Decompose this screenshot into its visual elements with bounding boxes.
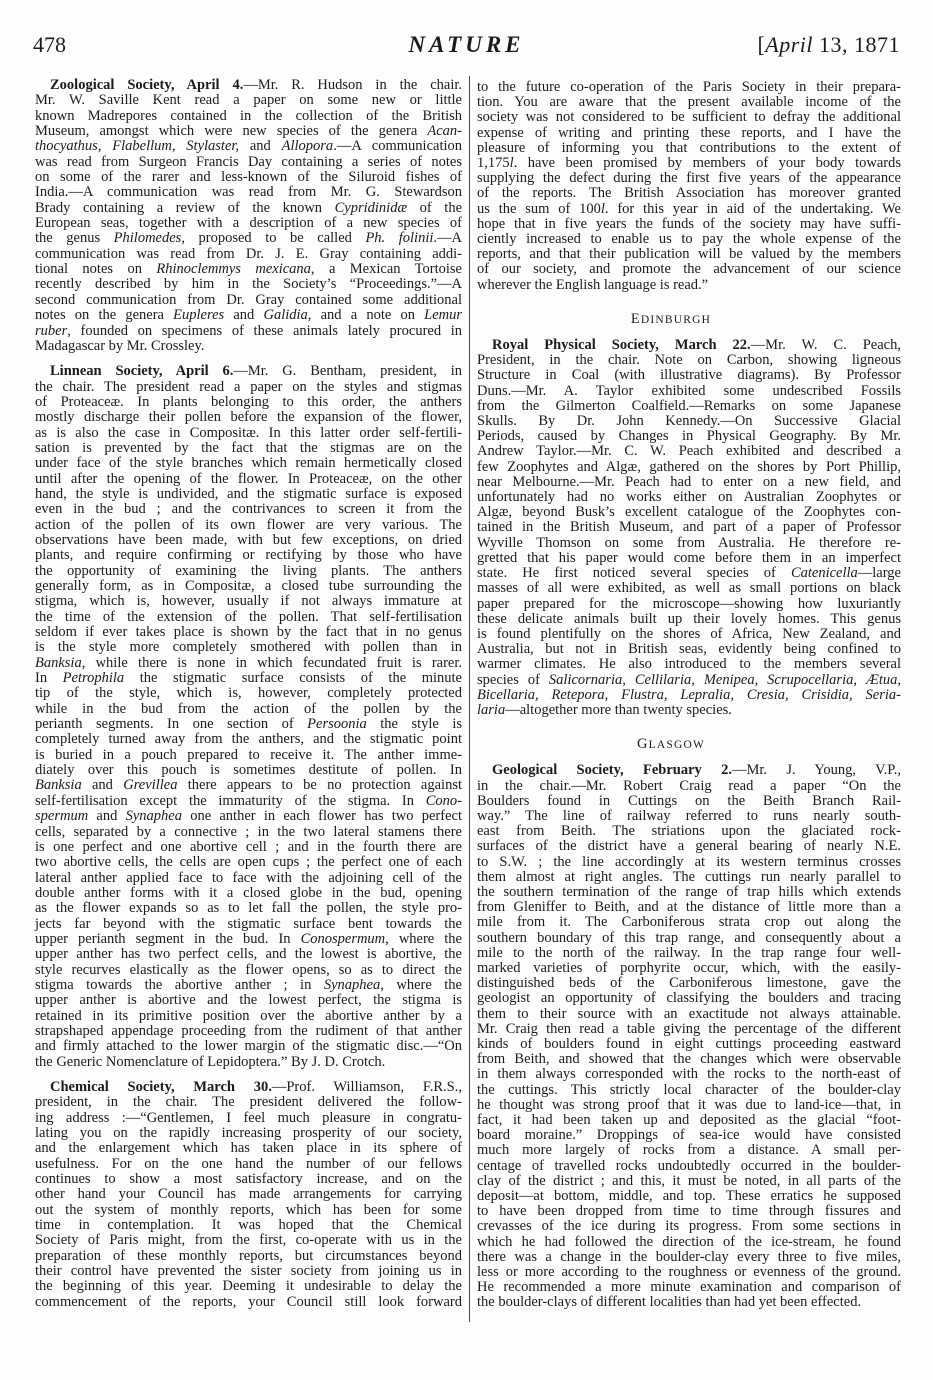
text-line: unfortunately had no works either on Australian Zoophytes or <box>477 489 901 506</box>
text-line <box>477 688 901 703</box>
text-line: to have been dropped from time to time through fissures and <box>477 1203 901 1220</box>
text-line: from Beith, and showed that the changes which were observable <box>477 1051 901 1068</box>
text-run: of the <box>407 199 463 216</box>
italic-run: Synaphea <box>125 808 182 825</box>
text-line <box>35 78 462 93</box>
text-line: there was a change in the boulder-clay every three to five miles, <box>477 1248 901 1265</box>
society-name: Zoological Society, April 4. <box>50 77 244 93</box>
text-line: Mr. W. Saville Kent read a paper on some new or little <box>35 92 462 109</box>
text-line: upper anther is abortive and the lowest perfect, the stigma is <box>35 992 462 1009</box>
text-line: until after the opening of the flower. In Proteaceæ, on the other <box>35 470 462 487</box>
italic-run: Lemur <box>424 307 463 324</box>
date-bracket: [ <box>757 32 766 57</box>
text-line <box>477 703 901 718</box>
text-line: on some of the rarer and less-known of the Siluroid fishes of <box>35 169 462 186</box>
text-line <box>477 566 901 581</box>
text-line: seldom if ever takes place is shown by the fact that in no genus <box>35 624 462 641</box>
text-line: even in the bud ; and the contrivances to screen it from the <box>35 501 462 518</box>
text-run: the genus <box>35 230 114 247</box>
text-line <box>35 717 462 732</box>
text-line: mile to the north of the railway. In the trap range four well- <box>477 944 901 961</box>
text-line: which he had followed the direction of the ice-stream, he found <box>477 1233 901 1250</box>
text-line: President, in the chair. Note on Carbon, showing ligneous <box>477 352 901 369</box>
text-line: continues to show a most satisfactory increase, and on the <box>35 1171 462 1188</box>
text-line: communication was read from Dr. J. E. Gray containing addi- <box>35 245 462 262</box>
text-line <box>477 338 901 353</box>
text-line: Society of Paris might, from the first, co-operate with us in the <box>35 1232 462 1249</box>
text-line: supplying the defect during the first five years of the appearance <box>477 170 901 187</box>
italic-run: laria <box>477 701 506 718</box>
page-number: 478 <box>33 32 66 57</box>
text-line: few Zoophytes and Algæ, gathered on the shores by Port Phillip, <box>477 458 901 475</box>
text-line: out the system of monthly reports, which has been for some <box>35 1201 462 1218</box>
text-line: crevasses of the ice during its progress. From some sections in <box>477 1218 901 1235</box>
text-run: —Mr. R. Hudson in the chair. <box>243 77 462 93</box>
text-line: the southern termination of the range of trap hills which extends <box>477 883 901 900</box>
italic-run: Acan- <box>427 123 462 140</box>
text-line: Duns.—Mr. A. Taylor exhibited some undescribed Fossils <box>477 382 901 399</box>
text-line: the time of the extension of the pollen. That self-fertilisation <box>35 608 462 625</box>
text-line: sation is prevented by the fact that the stigmas are on the <box>35 439 462 456</box>
text-line: stigma, which is, however, usually if not always immature at <box>35 593 462 610</box>
text-run: .—A <box>433 230 462 247</box>
text-line: India.—A communication was read from Mr. G. Stewardson <box>35 184 462 201</box>
text-run: perianth segments. In one section of <box>35 716 308 733</box>
italic-run: Rhinoclemmys mexicana <box>156 261 311 278</box>
text-line: Algæ, beyond Busk’s excellent catalogue of the Zoophytes con- <box>477 504 901 521</box>
text-line: generally form, as in Compositæ, a closed tube surrounding the <box>35 578 462 594</box>
italic-run: Petrophila <box>62 670 125 687</box>
text-line: tained in the British Museum, and part of a paper of Professor <box>477 519 901 536</box>
text-line: them almost at right angles. The cuttings run nearly parallel to <box>477 868 901 885</box>
text-line: diately over this pouch is sometimes destitute of pollen. In <box>35 762 462 779</box>
text-line: ciently increased to enable us to pay the whole expense of the <box>477 231 901 248</box>
text-line: in the chair.—Mr. Robert Craig read a paper “On the <box>477 777 901 794</box>
text-run: —Mr. W. C. Peach, <box>750 337 901 354</box>
text-line: style recurves elastically as the flower opens, so as to direct the <box>35 961 462 978</box>
text-line <box>35 778 462 793</box>
text-line: to the future co-operation of the Paris Society in their prepara- <box>477 79 901 95</box>
text-line: president, in the chair. The president delivered the follow- <box>35 1094 462 1111</box>
text-line: observations have been made, with but few exceptions, on dried <box>35 531 462 548</box>
text-line: is the style more completely smothered with pollen than in <box>35 639 462 656</box>
text-run: , where the <box>380 976 462 993</box>
text-line: two abortive cells, the cells are open cups ; the perfect one of each <box>35 854 462 871</box>
text-line: deposit—at bottom, middle, and top. These erratics he supposed <box>477 1188 901 1205</box>
text-line: from Gleniffer to Beith, and at the distance of little more than a <box>477 899 901 916</box>
text-line <box>35 364 462 379</box>
text-line: the opportunity of examining the living plants. The anthers <box>35 562 462 579</box>
text-line: southern boundary of this trap range, and consequently about a <box>477 929 901 946</box>
text-line: masses of all were exhibited, as well as small portions on black <box>477 580 901 597</box>
text-line <box>477 673 901 688</box>
text-line: is found plentifully on the shores of Africa, New Zealand, and <box>477 625 901 642</box>
italic-run: Eupleres <box>173 307 225 324</box>
text-run: —Prof. Williamson, F.R.S., <box>271 1079 462 1095</box>
journal-title: NATURE <box>408 32 525 57</box>
date-month: April <box>765 32 813 57</box>
text-line: recently described by him in the Society’s “Proceedings.”—A <box>35 276 462 293</box>
text-line: Wyville Thomson on some from Australia. He therefore re- <box>477 534 901 551</box>
text-line: expense of writing and printing these reports, and I have the <box>477 124 901 141</box>
text-run: Museum, amongst which were new species of the genera <box>35 123 428 140</box>
italic-run: Philomedes <box>113 230 182 247</box>
italic-run: Bicellaria, Retepora, Flustra, Lepralia, Cresia, Crisidia, Seria- <box>477 686 901 703</box>
text-run: . have been promised by members of your body towards <box>513 155 901 172</box>
italic-run: ruber <box>35 322 68 339</box>
text-line: surfaces of the district have a general bearing of nearly N.E. <box>477 838 901 855</box>
text-line: near Melbourne.—Mr. Peach had to enter on a new field, and <box>477 473 901 490</box>
society-name: Linnean Society, April 6. <box>50 363 234 380</box>
text-line: of our society, and promote the advancement of our science <box>477 261 901 278</box>
text-line: tip of the style, which is, however, completely protected <box>35 685 462 702</box>
text-line: Boulders found in Cuttings on the Beith Branch Rail- <box>477 792 901 809</box>
text-line: jects far beyond with the stigmatic surface bent towards the <box>35 915 462 932</box>
text-line: them to their source with an exactitude not always attainable. <box>477 1005 901 1022</box>
text-line <box>35 932 462 947</box>
text-run: there appears to be no protection against <box>177 777 462 794</box>
text-run: —altogether more than twenty species. <box>505 701 732 718</box>
text-line: of the reports. The British Association has moreover granted <box>477 185 901 202</box>
text-line: distinguished beds of the Carboniferous limestone, gave the <box>477 975 901 992</box>
text-run: , and a note on <box>307 307 425 324</box>
text-line: kinds of boulders found in eight cuttings proceeding eastward <box>477 1035 901 1052</box>
text-run: stigma towards the abortive anther ; in <box>35 976 324 993</box>
text-run: , where the <box>385 930 462 947</box>
italic-run: Cono- <box>425 792 462 809</box>
text-line: much more largely of rocks from a distance. A small per- <box>477 1142 901 1159</box>
text-line: as is also the case in Compositæ. In this latter order self-fertili- <box>35 424 462 441</box>
text-line: usefulness. For on the one hand the number of our fellows <box>35 1155 462 1172</box>
text-line <box>35 324 462 339</box>
text-line: centage of travelled rocks undoubtedly occurred in the boulder- <box>477 1157 901 1174</box>
text-line: gretted that his paper would come before them in an imperfect <box>477 549 901 566</box>
text-line: reports, and that their publication will be valued by the members <box>477 246 901 263</box>
text-line: paper prepared for the microscope—showing how luxuriantly <box>477 595 901 612</box>
text-line <box>35 308 462 323</box>
text-line: geologist an opportunity of classifying the boulders and tracing <box>477 990 901 1007</box>
text-line <box>35 201 462 216</box>
text-run: .—A communication <box>333 138 462 155</box>
column-divider <box>469 76 470 1322</box>
text-line: under face of the style branches which remain hermetically closed <box>35 455 462 472</box>
italic-run: l <box>600 200 605 217</box>
text-line: marked varieties of porphyrite occur, which, with the easily- <box>477 959 901 976</box>
text-line <box>477 156 901 171</box>
text-line: warmer climates. He also introduced to the members several <box>477 656 901 673</box>
text-line: ing address :—“Gentlemen, I feel much pleasure in congratu- <box>35 1109 462 1126</box>
text-line: lating you on the rapidly increasing prosperity of our society, <box>35 1125 462 1142</box>
text-line: double anther forms with it a closed globe in the bud, opening <box>35 884 462 901</box>
text-run: one anther in each flower has two perfect <box>181 808 462 825</box>
text-run: , proposed to be called <box>181 230 366 247</box>
text-line: way.” The line of railway referred to runs nearly south- <box>477 807 901 824</box>
text-line: their control have prevented the sister society from joining us in <box>35 1263 462 1280</box>
text-line: European seas, together with a description of a new species of <box>35 215 462 232</box>
text-run: state. He first noticed several species of <box>477 565 791 582</box>
text-run: —Mr. J. Young, V.P., <box>731 762 901 779</box>
italic-run: Salicornaria, Cellilaria, Menipea, Scrupocellaria, Ætua, <box>548 671 902 688</box>
text-line: action of the pollen of its own flower are very various. The <box>35 516 462 533</box>
text-run: upper perianth segment in the bud. In <box>35 930 301 947</box>
italic-run: Synaphea <box>323 976 381 993</box>
text-run: and <box>224 307 264 324</box>
text-line <box>35 231 462 246</box>
text-line: the boulder-clays of different localities than had yet been effected. <box>477 1294 862 1311</box>
text-line: was read from Surgeon Francis Day containing a series of notes <box>35 153 462 170</box>
text-line: is buried in a pouch prepared to receive it. The anther imme- <box>35 746 462 763</box>
section-heading: EDINBURGH <box>630 310 712 327</box>
text-line <box>35 671 462 686</box>
text-line: upper anther has two perfect cells, and the lowest is abortive, the <box>35 946 462 963</box>
text-line: Structure in Coal (with illustrative diagrams). By Professor <box>477 367 901 384</box>
report-paragraph <box>477 80 901 293</box>
text-run: —Mr. G. Bentham, president, in <box>233 363 462 380</box>
text-run: , a Mexican Tortoise <box>310 261 462 278</box>
text-run: tional notes on <box>35 261 157 278</box>
text-run: notes on the genera <box>35 307 174 324</box>
issue-date <box>757 28 900 62</box>
text-line: less or more according to the roughness or evenness of the ground. <box>477 1264 901 1281</box>
report-paragraph <box>477 338 901 718</box>
text-line: tion. You are aware that the present available income of the <box>477 94 901 111</box>
italic-run: Persoonia <box>307 716 367 733</box>
text-line: strapshaped appendage proceeding from the rudiment of that anther <box>35 1022 462 1039</box>
report-paragraph <box>35 1080 462 1310</box>
text-line: known Madrepores contained in the collection of the British <box>35 107 462 124</box>
text-line: the chair. The president read a paper on the styles and stigmas <box>35 378 462 395</box>
text-line: the Generic Nomenclature of Lepidoptera.” By J. D. Crotch. <box>35 1053 386 1070</box>
text-run: Brady containing a review of the known <box>35 199 335 216</box>
italic-run: Galidia <box>263 307 308 324</box>
date-day-year: 13, 1871 <box>813 32 900 57</box>
text-run: and <box>239 138 282 155</box>
text-run: self-fertilisation except the immaturity of the stigma. In <box>35 792 426 809</box>
text-line <box>35 794 462 809</box>
italic-run: spermum <box>35 808 89 825</box>
text-run: In <box>35 670 63 687</box>
text-run: and <box>81 777 124 794</box>
italic-run: Allopora <box>281 138 334 155</box>
text-line <box>35 1080 462 1095</box>
italic-run: Grevillea <box>123 777 178 794</box>
text-line: completely turned away from the anthers, and the stigmatic point <box>35 731 462 748</box>
society-name: Chemical Society, March 30. <box>50 1079 272 1095</box>
text-line <box>35 124 462 139</box>
text-line: as the flower expands so as to let fall the pollen, the style pro- <box>35 900 462 917</box>
text-line: is one perfect and one abortive cell ; and in the fourth there are <box>35 838 462 855</box>
text-line: Australia, but not in British seas, evidently being confined to <box>477 641 901 658</box>
text-line <box>477 763 901 778</box>
text-line: Andrew Taylor.—Mr. C. W. Peach exhibited and described a <box>477 443 901 460</box>
text-line: Periods, caused by Changes in Physical Geography. By Mr. <box>477 428 901 445</box>
text-line: mile from it. The Carboniferous strata crop out along the <box>477 914 901 931</box>
text-line: the beginning of this year. Deeming it undesirable to delay the <box>35 1278 462 1295</box>
text-line: to S.W. ; the line accordingly at its western terminus crosses <box>477 853 901 870</box>
text-line: the cuttings. This strictly local character of the boulder-clay <box>477 1081 901 1098</box>
text-run: the style is <box>366 716 463 733</box>
section-heading: GLASGOW <box>636 736 706 753</box>
italic-run: Cypridinidæ <box>334 199 408 216</box>
society-name: Geological Society, February 2. <box>492 762 732 779</box>
italic-run: thocyathus, Flabellum, Stylaster, <box>35 138 240 155</box>
text-line: in them always corresponded with the rocks to the north-east of <box>477 1066 901 1083</box>
text-line: lateral anther applied face to face with the adjoining cell of the <box>35 869 462 886</box>
text-run: . for this year in aid of the undertaking. We <box>604 200 901 217</box>
text-line: Madagascar by Mr. Crossley. <box>35 337 205 354</box>
text-line: fact, it had been taken up and deposited as the glacial “foot- <box>477 1112 901 1128</box>
text-line: second communication from Dr. Gray contained some additional <box>35 291 462 308</box>
italic-run: Banksia <box>35 777 82 794</box>
italic-run: Banksia <box>35 654 82 671</box>
text-line: clay of the district ; and this, it must be noted, in all parts of the <box>477 1172 901 1189</box>
text-line <box>35 139 462 154</box>
text-line <box>35 262 462 277</box>
right-column <box>477 80 901 1321</box>
text-line: and the enlargement which has taken place in its sphere of <box>35 1140 462 1157</box>
text-line: mostly discharge their pollen before the expansion of the flower, <box>35 409 462 426</box>
text-line: he thought was strong proof that it was due to land-ice—that, in <box>477 1096 901 1113</box>
italic-run: Ph. folinii <box>365 230 434 247</box>
text-line: from the Gilmerton Coalfield.—Remarks on some Japanese <box>477 397 901 414</box>
text-run: the stigmatic surface consists of the minute <box>124 670 462 687</box>
text-line: of Proteaceæ. In plants belonging to this order, the anthers <box>35 393 462 410</box>
text-line: hand, the style is undivided, and the stigmatic surface is exposed <box>35 485 462 502</box>
italic-run: l <box>509 155 514 172</box>
italic-run: Catenicella <box>790 565 858 582</box>
text-run: 1,175 <box>477 155 510 172</box>
text-line: wherever the English language is read.” <box>477 276 709 293</box>
text-line: these delicate animals built up their lovely homes. This genus <box>477 610 901 627</box>
text-line: pleasure of informing you that contributions to the extent of <box>477 139 901 156</box>
text-line: while in the bud from the action of the pollen by the <box>35 700 462 717</box>
text-line: preparation of these monthly reports, but circumstances beyond <box>35 1247 462 1264</box>
text-line <box>477 202 901 217</box>
left-column <box>35 78 462 1320</box>
italic-run: Conospermum <box>300 930 386 947</box>
text-line <box>35 809 462 824</box>
text-run: —large <box>857 565 901 582</box>
text-line: hope that in five years the funds of the society may have suffi- <box>477 215 901 232</box>
text-line <box>35 656 462 671</box>
text-line: time in contemplation. It was hoped that the Chemical <box>35 1217 462 1234</box>
text-line: commencement of the reports, your Council still look forward <box>35 1293 462 1310</box>
text-line: Mr. Craig then read a table giving the percentage of the different <box>477 1020 901 1037</box>
report-paragraph <box>477 763 901 1310</box>
text-run: species of <box>477 671 549 688</box>
text-line: society was not considered to be sufficient to defray the additional <box>477 109 901 126</box>
text-line: and firmly attached to the lower margin of the stigmatic disc.—“On <box>35 1038 462 1055</box>
text-line: east from Beith. The striations upon the glaciated rock- <box>477 823 901 840</box>
text-line: plants, and require confirming or rectifying by those who have <box>35 547 462 564</box>
text-line <box>35 978 462 993</box>
text-line: Skulls. By Dr. John Kennedy.—On Successive Glacial <box>477 413 901 430</box>
report-paragraph <box>35 78 462 354</box>
text-line: board moraine.” Droppings of sea-ice would have consisted <box>477 1127 901 1144</box>
text-run: us the sum of 100 <box>477 200 601 217</box>
text-run: , while there is none in which fecundated fruit is rarer. <box>81 654 462 671</box>
text-line: cells, separated by a connective ; in the two lateral stamens there <box>35 823 462 840</box>
report-paragraph <box>35 364 462 1070</box>
text-run: and <box>88 808 126 825</box>
text-line: He recommended a more minute examination and comparison of <box>477 1279 901 1296</box>
society-name: Royal Physical Society, March 22. <box>492 337 751 354</box>
text-line: retained in its primitive position over the abortive anther by a <box>35 1007 462 1024</box>
text-line: other hand your Council has made arrangements for carrying <box>35 1186 462 1203</box>
text-run: , founded on specimens of these animals lately procured in <box>67 322 462 339</box>
